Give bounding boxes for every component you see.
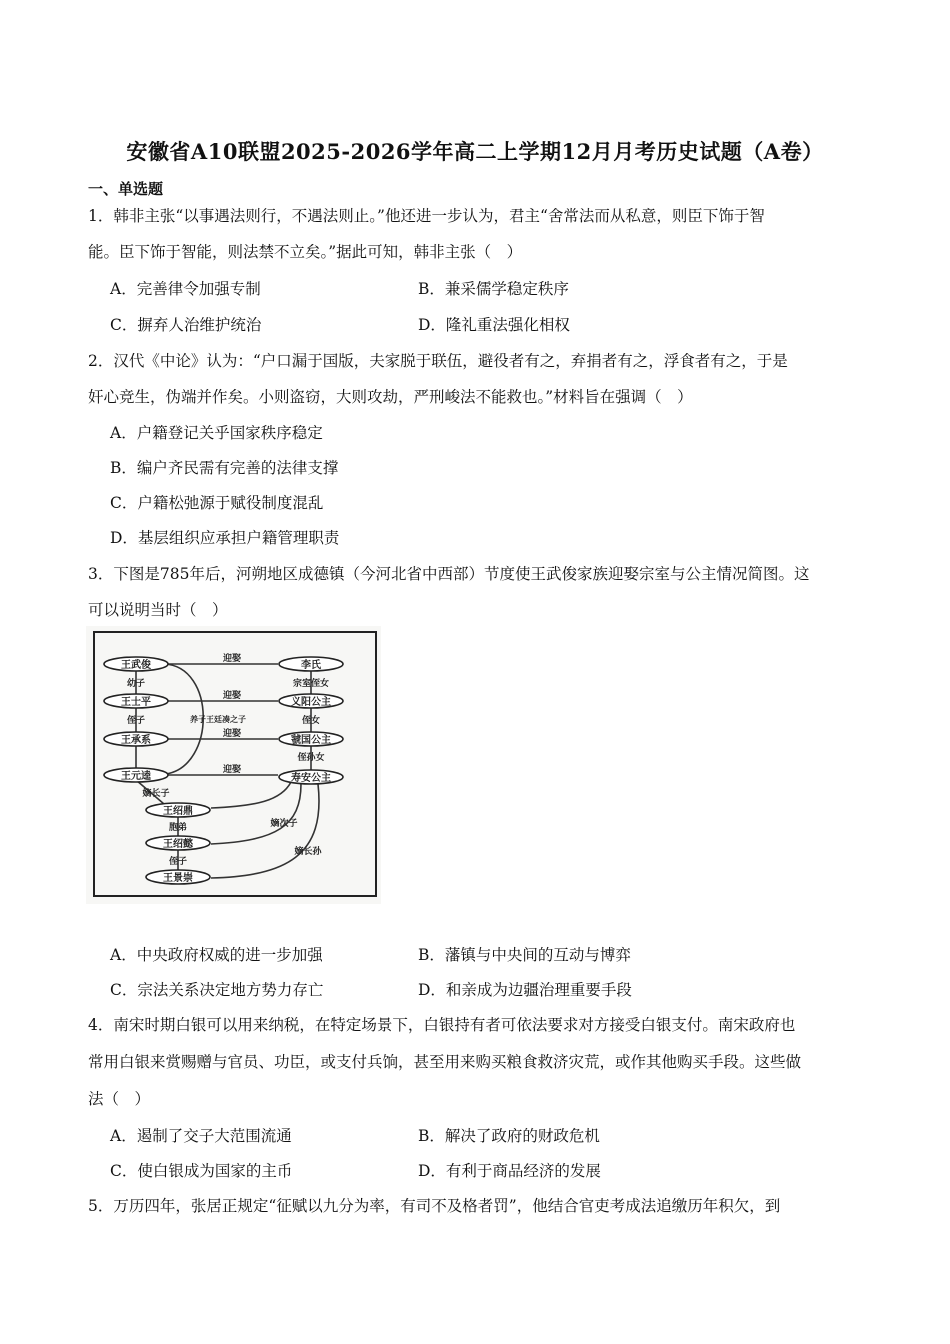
q5-line-1: 5．万历四年，张居正规定“征赋以九分为率，有司不及格者罚”，他结合官吏考成法追缴历年积欠，到 bbox=[88, 1197, 781, 1215]
q1-option-a: A．完善律令加强专制 bbox=[110, 280, 261, 298]
edge-grandniece: 侄孙女 bbox=[297, 753, 325, 763]
q2-option-d: D．基层组织应承担户籍管理职责 bbox=[110, 529, 340, 547]
q4-option-a: A．遏制了交子大范围流通 bbox=[110, 1127, 292, 1145]
node-wang-yuankui bbox=[104, 768, 168, 782]
node-wang-jingchong bbox=[146, 870, 210, 884]
node-yiyang-princess-label: 义阳公主 bbox=[291, 697, 331, 708]
edge-adopted-son: 养子王廷凑之子 bbox=[190, 715, 246, 724]
q3-option-a: A．中央政府权威的进一步加强 bbox=[110, 946, 323, 964]
node-shouan-princess bbox=[279, 770, 343, 784]
q3-line-2: 可以说明当时（ ） bbox=[88, 601, 228, 619]
node-wang-yuankui-label: 王元逵 bbox=[121, 771, 151, 782]
q4-option-c: C．使白银成为国家的主币 bbox=[110, 1162, 293, 1180]
edge-nephew-1: 侄子 bbox=[126, 716, 146, 726]
node-li-shi-label: 李氏 bbox=[301, 660, 321, 671]
q4-option-b: B．解决了政府的财政危机 bbox=[418, 1127, 600, 1145]
edge-marry-3: 迎娶 bbox=[222, 729, 242, 739]
edge-marry-1: 迎娶 bbox=[222, 654, 242, 664]
node-wang-shiping-label: 王士平 bbox=[121, 697, 151, 708]
node-wang-chengxi bbox=[104, 732, 168, 746]
q4-line-3: 法（ ） bbox=[88, 1090, 151, 1108]
node-wang-shaoding-label: 王绍鼎 bbox=[163, 806, 193, 817]
node-li-shi bbox=[279, 657, 343, 671]
section-heading: 一、单选题 bbox=[88, 180, 164, 198]
node-guoguo-princess bbox=[279, 732, 343, 746]
q1-line-1: 1．韩非主张“以事遇法则行，不遇法则止。”他还进一步认为，君主“舍常法而从私意，则臣下饰于智 bbox=[88, 207, 765, 225]
node-shouan-princess-label: 寿安公主 bbox=[291, 773, 331, 784]
edge-niece: 侄女 bbox=[301, 716, 321, 726]
edge-youngest-son: 幼子 bbox=[126, 679, 146, 689]
edge-eldest-son: 嫡长子 bbox=[142, 789, 170, 799]
q3-option-b: B．藩镇与中央间的互动与博弈 bbox=[418, 946, 631, 964]
q1-option-b: B．兼采儒学稳定秩序 bbox=[418, 280, 569, 298]
q3-option-c: C．宗法关系决定地方势力存亡 bbox=[110, 981, 324, 999]
q4-line-2: 常用白银来赏赐赠与官员、功臣，或支付兵饷，甚至用来购买粮食救济灾荒，或作其他购买手段。这些做 bbox=[88, 1053, 802, 1071]
q1-option-c: C．摒弃人治维护统治 bbox=[110, 316, 262, 334]
q1-line-2: 能。臣下饰于智能，则法禁不立矣。”据此可知，韩非主张（ ） bbox=[88, 243, 523, 261]
q2-option-b: B．编户齐民需有完善的法律支撑 bbox=[110, 459, 339, 477]
node-wang-shiping bbox=[104, 694, 168, 708]
edge-brother: 胞弟 bbox=[168, 823, 188, 833]
edge-nephew-2: 侄子 bbox=[168, 857, 188, 867]
edge-eldest-grandson: 嫡长孙 bbox=[294, 847, 322, 857]
q3-line-1: 3．下图是785年后，河朔地区成德镇（今河北省中西部）节度使王武俊家族迎娶宗室与公主情况简图。这 bbox=[88, 565, 810, 583]
q1-option-d: D．隆礼重法强化相权 bbox=[418, 316, 570, 334]
diagram-svg bbox=[86, 626, 381, 904]
q2-option-a: A．户籍登记关乎国家秩序稳定 bbox=[110, 424, 323, 442]
edge-marry-2: 迎娶 bbox=[222, 691, 242, 701]
edge-clan-niece: 宗室侄女 bbox=[292, 679, 330, 689]
q4-option-d: D．有利于商品经济的发展 bbox=[418, 1162, 601, 1180]
edge-second-son: 嫡次子 bbox=[270, 819, 298, 829]
page-title: 安徽省A10联盟2025-2026学年高二上学期12月月考历史试题（A卷） bbox=[126, 139, 824, 164]
family-marriage-diagram bbox=[86, 626, 381, 904]
q2-line-2: 奸心竞生，伪端并作矣。小则盗窃，大则攻劫，严刑峻法不能救也。”材料旨在强调（ ） bbox=[88, 388, 693, 406]
node-yiyang-princess bbox=[279, 694, 343, 708]
node-guoguo-princess-label: 虢国公主 bbox=[291, 735, 331, 746]
node-wang-shaoding bbox=[146, 803, 210, 817]
q3-option-d: D．和亲成为边疆治理重要手段 bbox=[418, 981, 632, 999]
q4-line-1: 4．南宋时期白银可以用来纳税，在特定场景下，白银持有者可依法要求对方接受白银支付。南宋政府也 bbox=[88, 1016, 796, 1034]
node-wang-jingchong-label: 王景崇 bbox=[163, 873, 193, 884]
node-wang-wujun-label: 王武俊 bbox=[121, 660, 151, 671]
q2-option-c: C．户籍松弛源于赋役制度混乱 bbox=[110, 494, 324, 512]
edge-marry-4: 迎娶 bbox=[222, 765, 242, 775]
q2-line-1: 2．汉代《中论》认为：“户口漏于国版，夫家脱于联伍，避役者有之，弃捐者有之，浮食者有之，于是 bbox=[88, 352, 788, 370]
node-wang-shaoyi bbox=[146, 836, 210, 850]
node-wang-wujun bbox=[104, 657, 168, 671]
node-wang-shaoyi-label: 王绍懿 bbox=[163, 839, 193, 850]
node-wang-chengxi-label: 王承系 bbox=[121, 735, 151, 746]
